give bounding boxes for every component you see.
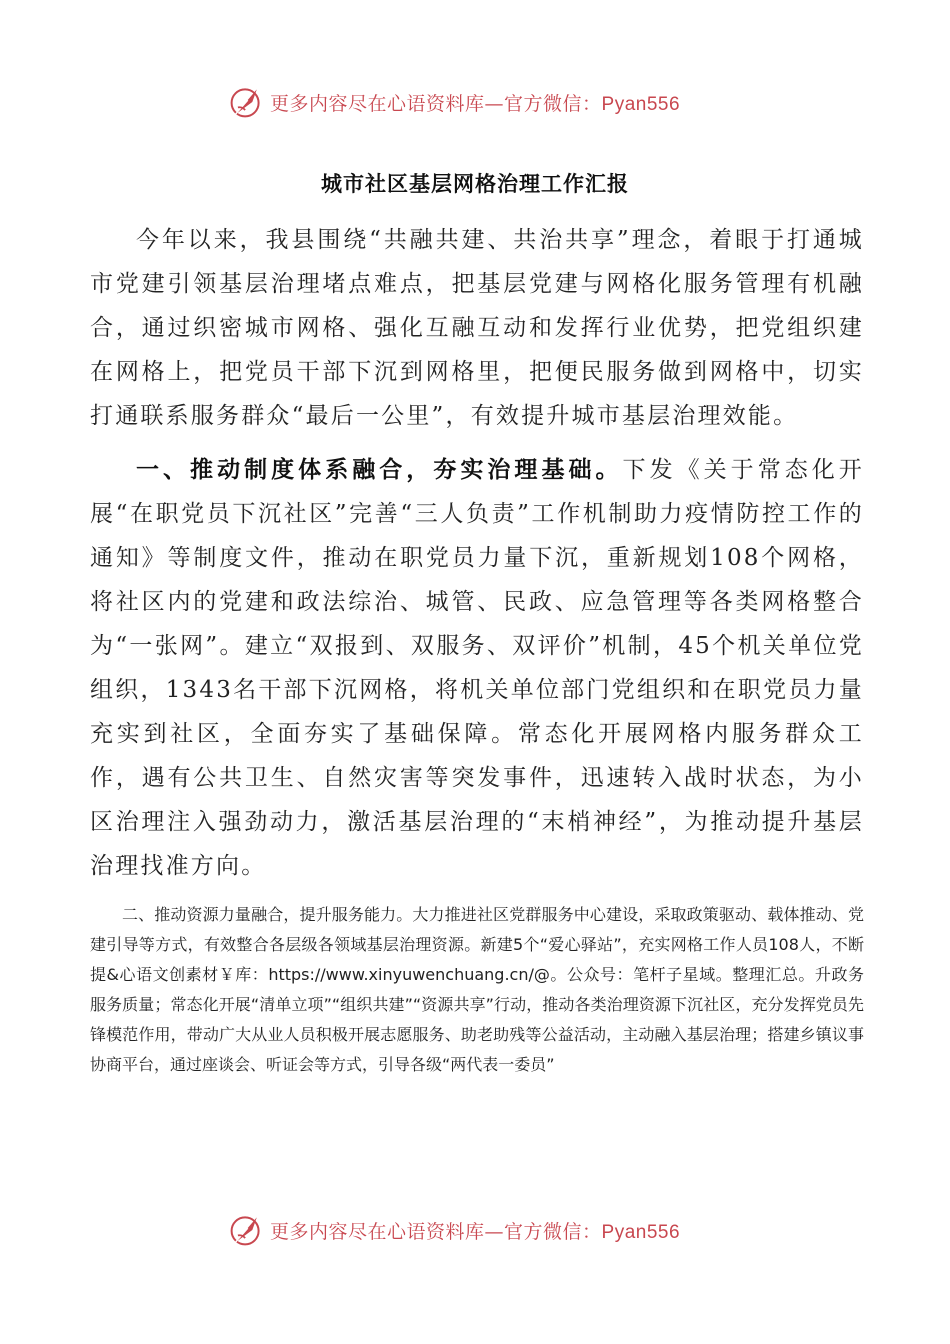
quill-pen-icon <box>228 84 264 120</box>
header-banner <box>228 82 680 122</box>
footer-banner <box>228 1210 680 1250</box>
section-1-body: 下发《关于常态化开展“在职党员下沉社区”完善“三人负责”工作机制助力疫情防控工作的通知》等制度文件，推动在职党员力量下沉，重新规划108个网格，将社区内的党建和政法综治、城管、民政、应急管理等各类网格整合为“一张网”。建立“双报到、双服务、双评价”机制，45个机关单位党组织，1343名干部下沉网格，将机关单位部门党组织和在职党员力量充实到社区，全面夯实了基础保障。常态化开展网格内服务群众工作，遇有公共卫生、自然灾害等突发事件，迅速转入战时状态，为小区治理注入强劲动力，激活基层治理的“末梢神经”，为推动提升基层治理找准方向。 <box>90 457 864 879</box>
intro-paragraph: 今年以来，我县围绕“共融共建、共治共享”理念，着眼于打通城市党建引领基层治理堵点难点，把基层党建与网格化服务管理有机融合，通过织密城市网格、强化互融互动和发挥行业优势，把党组织建在网格上，把党员干部下沉到网格里，把便民服务做到网格中，切实打通联系服务群众“最后一公里”，有效提升城市基层治理效能。 <box>90 227 864 429</box>
footer-wechat-id: Pyan556 <box>601 1221 681 1243</box>
section-1-paragraph <box>90 448 864 888</box>
section-2-paragraph: 二、推动资源力量融合，提升服务能力。大力推进社区党群服务中心建设，采取政策驱动、载体推动、党建引导等方式，有效整合各层级各领域基层治理资源。新建5个“爱心驿站”，充实网格工作人员108人，不断提&心语文创素材￥库：https://www.xinyuwenchuang.cn/@。公众号：笔杆子星域。整理汇总。升政务服务质量；常态化开展“清单立项”“组织共建”“资源共享”行动，推动各类治理资源下沉社区，充分发挥党员先锋模范作用，带动广大从业人员积极开展志愿服务、助老助残等公益活动，主动融入基层治理；搭建乡镇议事协商平台，通过座谈会、听证会等方式，引导各级“两代表一委员” <box>90 905 864 1074</box>
quill-pen-icon <box>228 1212 264 1248</box>
document-title: 城市社区基层网格治理工作汇报 <box>321 171 629 196</box>
wechat-id: Pyan556 <box>601 93 681 115</box>
banner-text: 更多内容尽在心语资料库—官方微信：Pyan556 <box>270 92 681 115</box>
footer-banner-text: 更多内容尽在心语资料库—官方微信：Pyan556 <box>270 1220 681 1243</box>
section-1-heading: 一、推动制度体系融合，夯实治理基础。 <box>136 456 623 483</box>
